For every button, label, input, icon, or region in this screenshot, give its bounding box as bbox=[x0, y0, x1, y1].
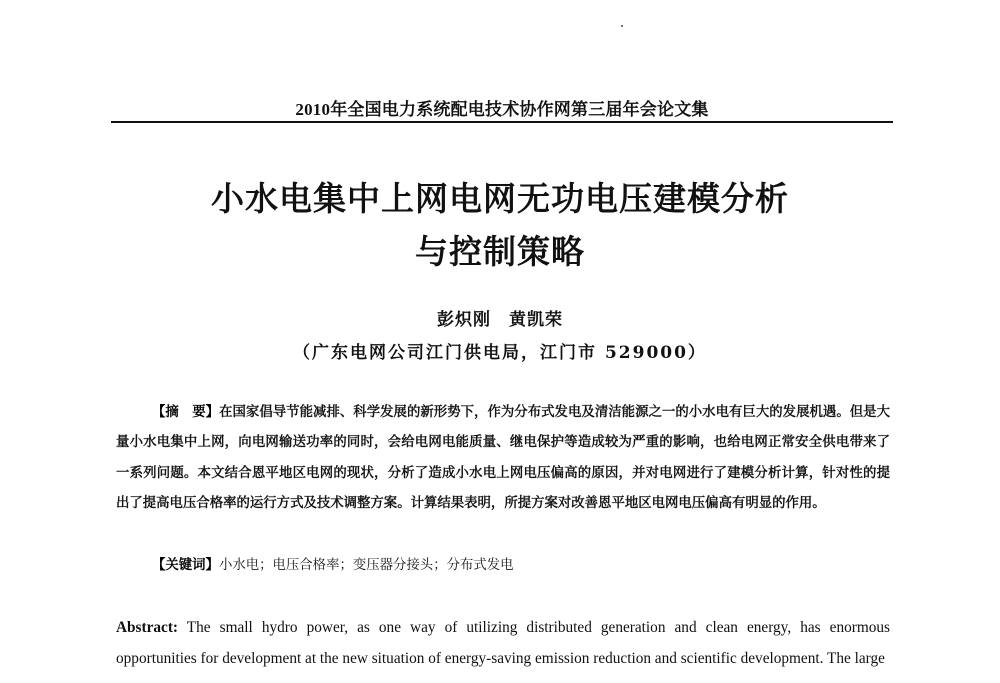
scan-speck bbox=[621, 25, 623, 27]
affiliation: （广东电网公司江门供电局，江门市 529000） bbox=[293, 343, 707, 363]
authors: 彭炽刚 黄凯荣 bbox=[437, 310, 563, 330]
header-rule bbox=[111, 121, 893, 123]
abstract-en-text: The small hydro power, as one way of utilizing distributed generation and clean energy, has enormous opportunities for development at the new situation of energy-saving emission reduction and scientific development. The large bbox=[116, 619, 890, 667]
paper-title-line-2: 与控制策略 bbox=[415, 232, 585, 271]
abstract-english bbox=[116, 613, 890, 674]
keywords-text: 小水电；电压合格率；变压器分接头；分布式发电 bbox=[218, 558, 514, 573]
keywords-label: 【关键词】 bbox=[152, 558, 219, 573]
abstract-en-label: Abstract: bbox=[116, 619, 179, 636]
abstract-chinese bbox=[116, 398, 890, 520]
abstract-label: 【摘 要】 bbox=[152, 405, 220, 420]
keywords bbox=[116, 551, 890, 581]
abstract-text: 在国家倡导节能减排、科学发展的新形势下，作为分布式发电及清洁能源之一的小水电有巨大的发展机遇。但是大量小水电集中上网，向电网输送功率的同时，会给电网电能质量、继电保护等造成较为严重的影响，也给电网正常安全供电带来了一系列问题。本文结合恩平地区电网的现状，分析了造成小水电上网电压偏高的原因，并对电网进行了建模分析计算，针对性的提出了提高电压合格率的运行方式及技术调整方案。计算结果表明，所提方案对改善恩平地区电网电压偏高有明显的作用。 bbox=[116, 405, 890, 512]
running-head: 2010年全国电力系统配电技术协作网第三届年会论文集 bbox=[295, 100, 709, 119]
paper-title-line-1: 小水电集中上网电网无功电压建模分析 bbox=[211, 179, 789, 218]
